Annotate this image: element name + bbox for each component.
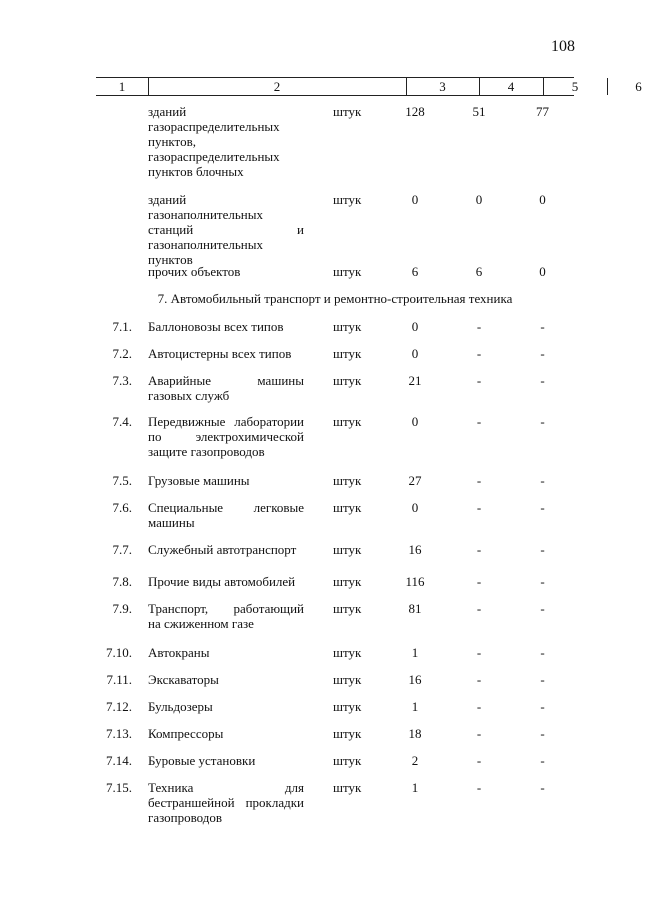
- header-col-1: 1: [118, 79, 126, 94]
- row-name-line: защите газопроводов: [148, 444, 265, 459]
- row-name-line: газовых служб: [148, 388, 230, 403]
- row-name: [148, 542, 304, 557]
- row-value-4: 27: [408, 473, 422, 488]
- row-number: 7.1.: [112, 319, 132, 334]
- row-name: [148, 104, 304, 179]
- row-value-5: -: [476, 319, 482, 334]
- row-unit: штук: [333, 726, 362, 741]
- row-value-6: -: [540, 542, 545, 557]
- row-number: 7.11.: [106, 672, 132, 687]
- row-value-4: 0: [411, 319, 419, 334]
- row-name-line: Аварийные машины: [148, 373, 304, 388]
- row-value-6: -: [540, 319, 545, 334]
- row-unit: штук: [333, 574, 362, 589]
- row-name-line: газопроводов: [148, 810, 223, 825]
- row-value-4: 21: [408, 373, 422, 388]
- header-col-4: 4: [507, 79, 515, 94]
- row-unit: штук: [333, 473, 362, 488]
- row-value-4: 0: [411, 346, 419, 361]
- row-name-line: прочих объектов: [148, 264, 241, 279]
- row-unit: штук: [333, 373, 362, 388]
- row-name-line: Буровые установки: [148, 753, 256, 768]
- row-value-5: -: [476, 473, 482, 488]
- row-number: 7.15.: [106, 780, 132, 795]
- row-unit: штук: [333, 414, 362, 429]
- row-unit: штук: [333, 104, 362, 119]
- row-value-5: -: [476, 699, 482, 714]
- row-name-line: бестраншейной прокладки: [148, 795, 304, 810]
- row-name-line: на сжиженном газе: [148, 616, 254, 631]
- row-value-4: 81: [408, 601, 422, 616]
- row-value-6: -: [540, 574, 545, 589]
- row-value-5: -: [476, 500, 482, 515]
- row-value-5: -: [476, 373, 482, 388]
- row-number: 7.2.: [112, 346, 132, 361]
- row-value-6: 0: [539, 192, 546, 207]
- row-name: [148, 414, 304, 459]
- row-name: [148, 373, 304, 403]
- row-unit: штук: [333, 601, 362, 616]
- row-number: 7.4.: [112, 414, 132, 429]
- header-col-5: 5: [571, 79, 579, 94]
- header-col-6: 6: [635, 79, 642, 94]
- page-number: 108: [551, 38, 575, 55]
- row-name-line: пунктов блочных: [148, 164, 244, 179]
- row-value-6: -: [540, 780, 545, 795]
- row-name-line: по электрохимической: [148, 429, 304, 444]
- row-name: [148, 319, 304, 334]
- row-name: [148, 574, 304, 589]
- row-number: 7.5.: [112, 473, 132, 488]
- row-name-line: Грузовые машины: [148, 473, 250, 488]
- row-value-4: 1: [411, 645, 419, 660]
- row-name-line: газораспределительных: [148, 149, 280, 164]
- row-unit: штук: [333, 699, 362, 714]
- row-name-line: Автокраны: [148, 645, 210, 660]
- row-unit: штук: [333, 542, 362, 557]
- row-name: [148, 699, 304, 714]
- row-value-6: 0: [539, 264, 546, 279]
- row-value-6: -: [540, 753, 545, 768]
- row-value-6: -: [540, 672, 545, 687]
- row-value-4: 16: [408, 542, 422, 557]
- row-unit: штук: [333, 319, 362, 334]
- row-name-line: машины: [148, 515, 195, 530]
- row-name: [148, 780, 304, 825]
- row-name: [148, 500, 304, 530]
- row-value-6: -: [540, 645, 545, 660]
- row-value-6: -: [540, 601, 545, 616]
- row-value-4: 2: [411, 753, 419, 768]
- row-unit: штук: [333, 192, 362, 207]
- row-unit: штук: [333, 672, 362, 687]
- row-value-4: 1: [411, 780, 419, 795]
- row-name-line: Техника для: [148, 780, 304, 795]
- row-name-line: Служебный автотранспорт: [148, 542, 297, 557]
- row-name: [148, 672, 304, 687]
- row-name: [148, 726, 304, 741]
- row-number: 7.12.: [106, 699, 132, 714]
- row-unit: штук: [333, 780, 362, 795]
- row-name: [148, 601, 304, 631]
- row-number: 7.10.: [106, 645, 132, 660]
- row-unit: штук: [333, 753, 362, 768]
- row-name: [148, 264, 304, 279]
- row-name-line: Компрессоры: [148, 726, 224, 741]
- row-number: 7.13.: [106, 726, 132, 741]
- row-value-5: -: [476, 542, 482, 557]
- row-name-line: Бульдозеры: [148, 699, 213, 714]
- row-number: 7.9.: [112, 601, 132, 616]
- section-title: 7. Автомобильный транспорт и ремонтно-строительная техника: [157, 291, 513, 306]
- row-value-6: 77: [536, 104, 549, 119]
- row-value-4: 116: [405, 574, 425, 589]
- row-value-5: -: [476, 780, 482, 795]
- row-name-line: Передвижные лаборатории: [148, 414, 304, 429]
- row-value-6: -: [540, 726, 545, 741]
- row-unit: штук: [333, 264, 362, 279]
- row-value-5: -: [476, 574, 482, 589]
- row-value-5: -: [476, 414, 482, 429]
- row-value-5: -: [476, 753, 482, 768]
- row-number: 7.7.: [112, 542, 132, 557]
- row-name: [148, 192, 304, 267]
- row-name-line: зданий газонаполнительных: [148, 192, 263, 222]
- header-col-3: 3: [439, 79, 446, 94]
- row-unit: штук: [333, 645, 362, 660]
- row-value-5: -: [476, 645, 482, 660]
- row-value-6: -: [540, 414, 545, 429]
- row-value-4: 128: [405, 104, 425, 119]
- row-value-6: -: [540, 699, 545, 714]
- table-header: [96, 77, 642, 96]
- header-col-2: 2: [273, 79, 281, 94]
- row-value-5: -: [476, 346, 482, 361]
- row-value-4: 0: [411, 414, 419, 429]
- row-value-4: 0: [411, 192, 419, 207]
- row-name-line: Прочие виды автомобилей: [148, 574, 296, 589]
- row-number: 7.6.: [112, 500, 132, 515]
- row-name-line: газонаполнительных: [148, 237, 263, 252]
- row-name-line: станций и: [148, 222, 304, 237]
- row-name-line: газораспределительных: [148, 119, 280, 134]
- row-value-4: 16: [408, 672, 422, 687]
- row-name-line: Транспорт, работающий: [148, 601, 304, 616]
- row-name-line: пунктов: [148, 252, 193, 267]
- row-name: [148, 473, 304, 488]
- row-value-6: -: [540, 346, 545, 361]
- row-value-4: 0: [411, 500, 419, 515]
- row-name-line: Автоцистерны всех типов: [148, 346, 292, 361]
- row-value-5: 0: [475, 192, 483, 207]
- row-unit: штук: [333, 346, 362, 361]
- row-name: [148, 346, 304, 361]
- row-value-4: 1: [411, 699, 419, 714]
- row-value-5: -: [476, 726, 482, 741]
- row-number: 7.14.: [106, 753, 132, 768]
- row-value-6: -: [540, 500, 545, 515]
- row-value-5: 51: [472, 104, 486, 119]
- row-name-line: Баллоновозы всех типов: [148, 319, 284, 334]
- row-name-line: зданий: [148, 104, 187, 119]
- row-name: [148, 753, 304, 768]
- row-value-5: -: [476, 601, 482, 616]
- row-value-6: -: [540, 473, 545, 488]
- row-value-6: -: [540, 373, 545, 388]
- row-number: 7.3.: [112, 373, 132, 388]
- row-unit: штук: [333, 500, 362, 515]
- row-value-5: 6: [475, 264, 483, 279]
- row-value-4: 18: [408, 726, 422, 741]
- row-value-5: -: [476, 672, 482, 687]
- row-number: 7.8.: [112, 574, 132, 589]
- row-name-line: Экскаваторы: [148, 672, 219, 687]
- row-name-line: Специальные легковые: [148, 500, 304, 515]
- row-value-4: 6: [411, 264, 419, 279]
- row-name-line: пунктов,: [148, 134, 196, 149]
- row-name: [148, 645, 304, 660]
